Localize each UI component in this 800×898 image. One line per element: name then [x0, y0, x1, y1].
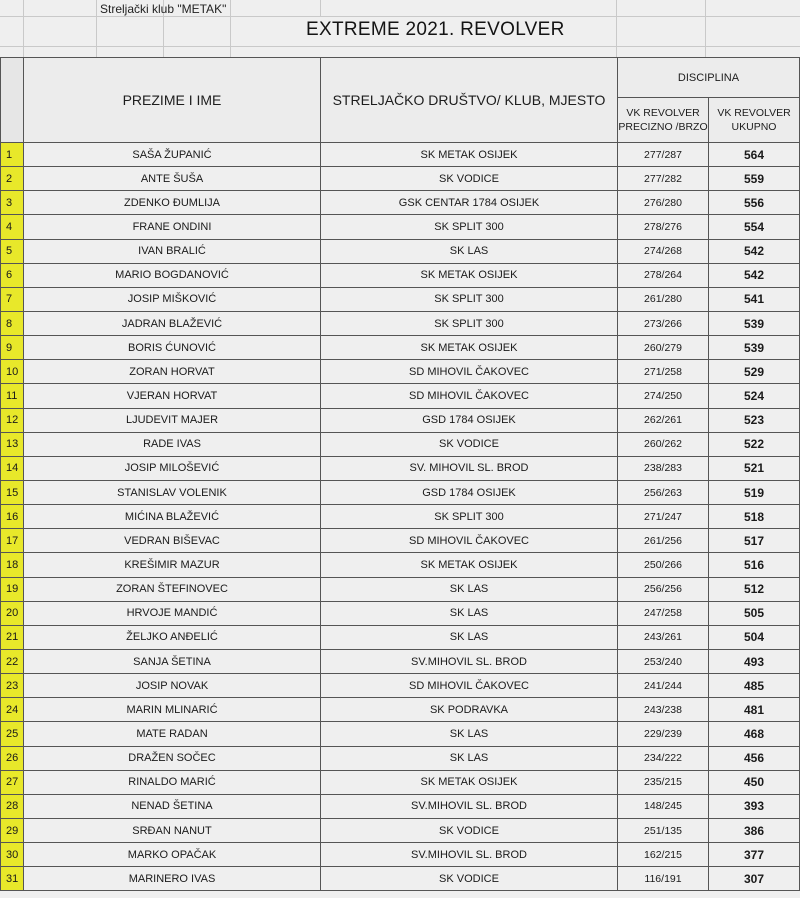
rank-cell: 25 — [1, 722, 24, 746]
table-row — [1, 456, 800, 480]
name-cell: MARKO OPAČAK — [24, 843, 321, 867]
rank-cell: 19 — [1, 577, 24, 601]
total-score-cell: 524 — [709, 384, 800, 408]
partial-score-cell: 273/266 — [618, 311, 709, 335]
total-score-cell: 542 — [709, 263, 800, 287]
partial-score-cell: 260/279 — [618, 336, 709, 360]
name-cell: STANISLAV VOLENIK — [24, 480, 321, 504]
name-cell: RADE IVAS — [24, 432, 321, 456]
club-cell: SK VODICE — [321, 818, 618, 842]
rank-cell: 30 — [1, 843, 24, 867]
name-cell: LJUDEVIT MAJER — [24, 408, 321, 432]
total-score-cell: 559 — [709, 167, 800, 191]
total-score-cell: 386 — [709, 818, 800, 842]
club-cell: SK SPLIT 300 — [321, 311, 618, 335]
gridline — [0, 46, 800, 47]
partial-score-cell: 253/240 — [618, 649, 709, 673]
total-score-cell: 539 — [709, 336, 800, 360]
club-column-header: STRELJAČKO DRUŠTVO/ KLUB, MJESTO — [321, 58, 618, 143]
partial-score-cell: 277/287 — [618, 143, 709, 167]
name-cell: ŽELJKO ANĐELIĆ — [24, 625, 321, 649]
partial-score-header-line1: VK REVOLVER — [626, 107, 700, 119]
table-row — [1, 529, 800, 553]
table-row — [1, 770, 800, 794]
name-cell: FRANE ONDINI — [24, 215, 321, 239]
table-row — [1, 746, 800, 770]
club-cell: SV.MIHOVIL SL. BROD — [321, 843, 618, 867]
partial-score-cell: 261/256 — [618, 529, 709, 553]
rank-cell: 12 — [1, 408, 24, 432]
table-row — [1, 167, 800, 191]
total-score-cell: 481 — [709, 698, 800, 722]
rank-cell: 10 — [1, 360, 24, 384]
table-row — [1, 480, 800, 504]
table-row — [1, 698, 800, 722]
partial-score-cell: 277/282 — [618, 167, 709, 191]
title-row — [0, 16, 800, 46]
partial-score-cell: 238/283 — [618, 456, 709, 480]
club-cell: SK PODRAVKA — [321, 698, 618, 722]
club-cell: SK SPLIT 300 — [321, 215, 618, 239]
partial-score-cell: 271/247 — [618, 505, 709, 529]
name-cell: HRVOJE MANDIĆ — [24, 601, 321, 625]
results-body — [1, 143, 800, 891]
rank-cell: 21 — [1, 625, 24, 649]
club-cell: SV. MIHOVIL SL. BROD — [321, 456, 618, 480]
rank-cell: 13 — [1, 432, 24, 456]
total-score-cell: 377 — [709, 843, 800, 867]
partial-score-cell: 247/258 — [618, 601, 709, 625]
total-score-cell: 522 — [709, 432, 800, 456]
partial-score-cell: 256/256 — [618, 577, 709, 601]
name-column-header: PREZIME I IME — [24, 58, 321, 143]
name-cell: VJERAN HORVAT — [24, 384, 321, 408]
total-score-cell: 393 — [709, 794, 800, 818]
partial-score-cell: 251/135 — [618, 818, 709, 842]
table-row — [1, 191, 800, 215]
table-row — [1, 239, 800, 263]
rank-cell: 26 — [1, 746, 24, 770]
name-cell: BORIS ĆUNOVIĆ — [24, 336, 321, 360]
total-score-cell: 564 — [709, 143, 800, 167]
club-cell: SK VODICE — [321, 167, 618, 191]
rank-cell: 14 — [1, 456, 24, 480]
table-row — [1, 722, 800, 746]
partial-score-header — [618, 98, 709, 143]
total-score-cell: 518 — [709, 505, 800, 529]
rank-cell: 29 — [1, 818, 24, 842]
rank-cell: 4 — [1, 215, 24, 239]
partial-score-cell: 241/244 — [618, 674, 709, 698]
club-cell: SK METAK OSIJEK — [321, 263, 618, 287]
club-cell: SD MIHOVIL ČAKOVEC — [321, 529, 618, 553]
name-cell: JOSIP MIŠKOVIĆ — [24, 287, 321, 311]
name-cell: ZDENKO ĐUMLIJA — [24, 191, 321, 215]
total-score-cell: 450 — [709, 770, 800, 794]
rank-cell: 28 — [1, 794, 24, 818]
name-cell: ZORAN HORVAT — [24, 360, 321, 384]
table-row — [1, 625, 800, 649]
table-row — [1, 505, 800, 529]
total-score-cell: 539 — [709, 311, 800, 335]
club-cell: SK METAK OSIJEK — [321, 336, 618, 360]
table-row — [1, 215, 800, 239]
name-cell: JADRAN BLAŽEVIĆ — [24, 311, 321, 335]
total-score-cell: 468 — [709, 722, 800, 746]
partial-score-cell: 260/262 — [618, 432, 709, 456]
gridline — [320, 0, 321, 17]
rank-cell: 17 — [1, 529, 24, 553]
table-row — [1, 577, 800, 601]
partial-score-cell: 274/268 — [618, 239, 709, 263]
name-cell: DRAŽEN SOČEC — [24, 746, 321, 770]
name-cell: SANJA ŠETINA — [24, 649, 321, 673]
club-cell: SK METAK OSIJEK — [321, 553, 618, 577]
partial-score-cell: 256/263 — [618, 480, 709, 504]
club-cell: SK LAS — [321, 601, 618, 625]
table-row — [1, 601, 800, 625]
club-cell: SD MIHOVIL ČAKOVEC — [321, 674, 618, 698]
discipline-header: DISCIPLINA — [618, 58, 800, 98]
table-row — [1, 553, 800, 577]
club-cell: SK LAS — [321, 625, 618, 649]
rank-cell: 1 — [1, 143, 24, 167]
total-score-cell: 556 — [709, 191, 800, 215]
rank-cell: 7 — [1, 287, 24, 311]
table-row — [1, 818, 800, 842]
total-score-cell: 529 — [709, 360, 800, 384]
partial-score-header-line2: PRECIZNO /BRZO — [618, 121, 708, 133]
total-score-header-line1: VK REVOLVER — [717, 107, 791, 119]
total-score-cell: 512 — [709, 577, 800, 601]
rank-cell: 27 — [1, 770, 24, 794]
name-cell: ZORAN ŠTEFINOVEC — [24, 577, 321, 601]
rank-cell: 23 — [1, 674, 24, 698]
club-cell: GSK CENTAR 1784 OSIJEK — [321, 191, 618, 215]
total-score-cell: 504 — [709, 625, 800, 649]
partial-score-cell: 243/261 — [618, 625, 709, 649]
partial-score-cell: 276/280 — [618, 191, 709, 215]
rank-cell: 9 — [1, 336, 24, 360]
name-cell: VEDRAN BIŠEVAC — [24, 529, 321, 553]
rank-cell: 11 — [1, 384, 24, 408]
total-score-cell: 542 — [709, 239, 800, 263]
name-cell: MARIN MLINARIĆ — [24, 698, 321, 722]
name-cell: RINALDO MARIĆ — [24, 770, 321, 794]
partial-score-cell: 148/245 — [618, 794, 709, 818]
partial-score-cell: 250/266 — [618, 553, 709, 577]
partial-score-cell: 271/258 — [618, 360, 709, 384]
table-row — [1, 408, 800, 432]
club-cell: SK LAS — [321, 577, 618, 601]
partial-score-cell: 229/239 — [618, 722, 709, 746]
total-score-cell: 493 — [709, 649, 800, 673]
partial-score-cell: 235/215 — [618, 770, 709, 794]
club-cell: SK SPLIT 300 — [321, 287, 618, 311]
rank-cell: 15 — [1, 480, 24, 504]
table-row — [1, 384, 800, 408]
club-cell: SV.MIHOVIL SL. BROD — [321, 649, 618, 673]
name-cell: SAŠA ŽUPANIĆ — [24, 143, 321, 167]
total-score-cell: 521 — [709, 456, 800, 480]
club-cell: SD MIHOVIL ČAKOVEC — [321, 360, 618, 384]
partial-score-cell: 116/191 — [618, 867, 709, 891]
club-cell: SK METAK OSIJEK — [321, 143, 618, 167]
total-score-cell: 485 — [709, 674, 800, 698]
table-row — [1, 794, 800, 818]
name-cell: MARIO BOGDANOVIĆ — [24, 263, 321, 287]
partial-score-cell: 261/280 — [618, 287, 709, 311]
total-score-cell: 307 — [709, 867, 800, 891]
total-score-cell: 519 — [709, 480, 800, 504]
rank-cell: 31 — [1, 867, 24, 891]
club-cell: SK SPLIT 300 — [321, 505, 618, 529]
rank-cell: 22 — [1, 649, 24, 673]
table-row — [1, 674, 800, 698]
total-score-cell: 516 — [709, 553, 800, 577]
name-cell: JOSIP NOVAK — [24, 674, 321, 698]
table-row — [1, 649, 800, 673]
results-table — [0, 57, 800, 891]
total-score-header-line2: UKUPNO — [731, 121, 777, 133]
club-cell: SK METAK OSIJEK — [321, 770, 618, 794]
name-cell: SRĐAN NANUT — [24, 818, 321, 842]
club-cell: SK VODICE — [321, 432, 618, 456]
club-cell: SK VODICE — [321, 867, 618, 891]
table-row — [1, 843, 800, 867]
table-row — [1, 311, 800, 335]
name-cell: MARINERO IVAS — [24, 867, 321, 891]
rank-cell: 2 — [1, 167, 24, 191]
rank-cell: 3 — [1, 191, 24, 215]
rank-cell: 20 — [1, 601, 24, 625]
total-score-cell: 505 — [709, 601, 800, 625]
total-score-cell: 523 — [709, 408, 800, 432]
rank-cell: 16 — [1, 505, 24, 529]
name-cell: MATE RADAN — [24, 722, 321, 746]
club-cell: GSD 1784 OSIJEK — [321, 408, 618, 432]
partial-score-cell: 278/276 — [618, 215, 709, 239]
rank-cell: 18 — [1, 553, 24, 577]
partial-score-cell: 234/222 — [618, 746, 709, 770]
rank-cell: 24 — [1, 698, 24, 722]
table-row — [1, 263, 800, 287]
name-cell: ANTE ŠUŠA — [24, 167, 321, 191]
total-score-cell: 541 — [709, 287, 800, 311]
name-cell: KREŠIMIR MAZUR — [24, 553, 321, 577]
club-cell: SK LAS — [321, 722, 618, 746]
club-cell: SV.MIHOVIL SL. BROD — [321, 794, 618, 818]
table-row — [1, 143, 800, 167]
rank-header — [1, 58, 24, 143]
club-cell: SD MIHOVIL ČAKOVEC — [321, 384, 618, 408]
name-cell: MIĆINA BLAŽEVIĆ — [24, 505, 321, 529]
club-cell: GSD 1784 OSIJEK — [321, 480, 618, 504]
total-score-header — [709, 98, 800, 143]
table-row — [1, 336, 800, 360]
name-cell: IVAN BRALIĆ — [24, 239, 321, 263]
rank-cell: 5 — [1, 239, 24, 263]
club-cell: SK LAS — [321, 239, 618, 263]
name-cell: JOSIP MILOŠEVIĆ — [24, 456, 321, 480]
total-score-cell: 517 — [709, 529, 800, 553]
name-cell: NENAD ŠETINA — [24, 794, 321, 818]
club-name: Streljački klub "METAK" — [100, 2, 227, 16]
total-score-cell: 554 — [709, 215, 800, 239]
table-row — [1, 867, 800, 891]
partial-score-cell: 274/250 — [618, 384, 709, 408]
table-row — [1, 287, 800, 311]
partial-score-cell: 162/215 — [618, 843, 709, 867]
partial-score-cell: 243/238 — [618, 698, 709, 722]
rank-cell: 8 — [1, 311, 24, 335]
club-cell: SK LAS — [321, 746, 618, 770]
partial-score-cell: 278/264 — [618, 263, 709, 287]
table-row — [1, 432, 800, 456]
table-row — [1, 360, 800, 384]
rank-cell: 6 — [1, 263, 24, 287]
partial-score-cell: 262/261 — [618, 408, 709, 432]
total-score-cell: 456 — [709, 746, 800, 770]
page-title: EXTREME 2021. REVOLVER — [306, 19, 565, 40]
